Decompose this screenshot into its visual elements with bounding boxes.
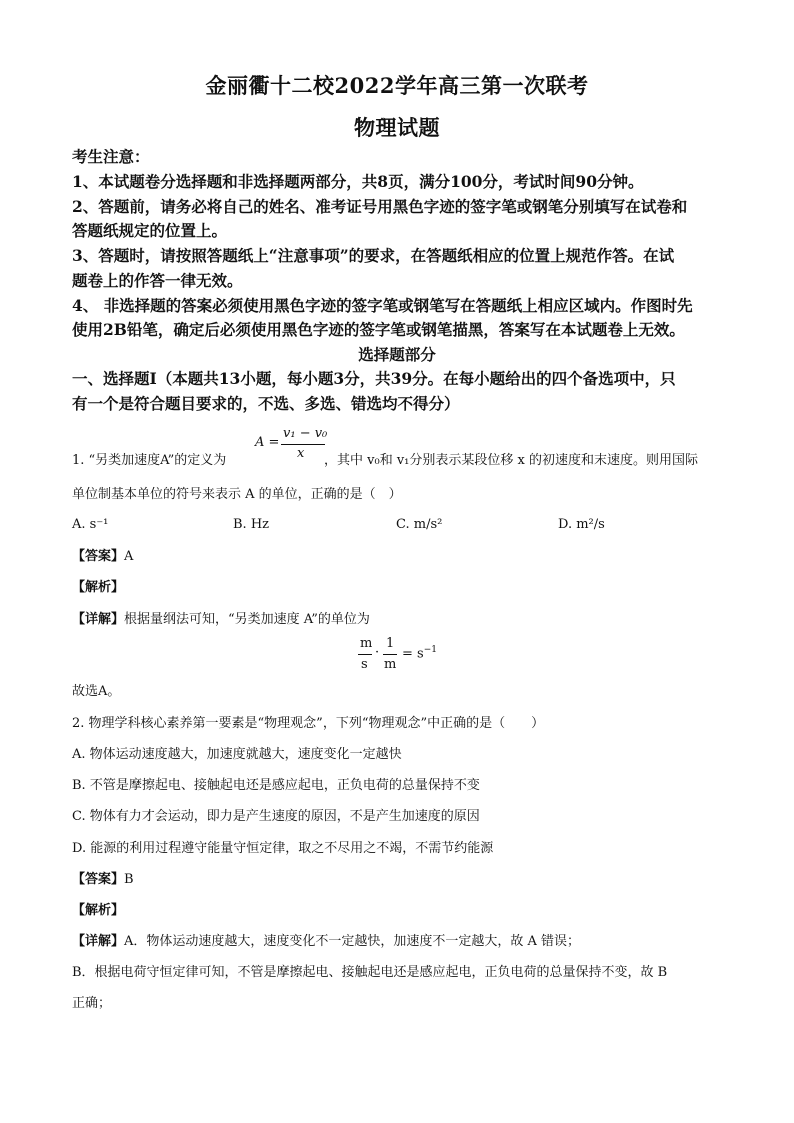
exam-title: 金丽衢十二校2022学年高三第一次联考	[205, 73, 589, 98]
q1-option-d: D. m²/s	[558, 517, 605, 532]
notice-item-1: 1、本试题卷分选择题和非选择题两部分，共8页，满分100分，考试时间90分钟。	[72, 172, 644, 191]
q1-eq-fraction-2-den: m	[384, 657, 397, 672]
notice-item-3-line-2: 题卷上的作答一律无效。	[72, 271, 243, 290]
notice-item-4-line-2: 使用2B铅笔，确定后必须使用黑色字迹的签字笔或钢笔描黑，答案写在本试题卷上无效。	[72, 320, 685, 339]
q1-eq-fraction-1-num: m	[360, 636, 373, 651]
section-heading-line-2: 有一个是符合题目要求的，不选、多选、错选均不得分）	[72, 394, 460, 413]
q2-analysis-tag	[72, 902, 124, 920]
section-heading-line-1: 一、选择题Ⅰ（本题共13小题，每小题3分，共39分。在每小题给出的四个备选项中，只	[72, 369, 676, 388]
q2-detail-text-1: A．物体运动速度越大，速度变化不一定越快，加速度不一定越大，故 A 错误；	[124, 934, 581, 949]
q1-option-c: C. m/s²	[396, 517, 443, 532]
q2-answer-value: B	[124, 872, 134, 887]
q2-option-c: C. 物体有力才会运动，即力是产生速度的原因，不是产生加速度的原因	[72, 809, 480, 824]
notice-heading: 考生注意：	[72, 147, 150, 166]
q1-analysis-tag	[72, 579, 124, 597]
q2-stem: 2. 物理学科核心素养第一要素是“物理观念”，下列“物理观念”中正确的是（ ）	[72, 716, 545, 731]
q1-detail	[72, 611, 370, 629]
q1-detail-text: 根据量纲法可知，“另类加速度 A”的单位为	[124, 612, 370, 627]
q1-analysis-label: 【解析】	[72, 580, 125, 595]
q1-unit-equation	[358, 636, 498, 676]
q2-option-b: B. 不管是摩擦起电、接触起电还是感应起电，正负电荷的总量保持不变	[72, 778, 480, 793]
q1-conclusion: 故选A。	[72, 684, 121, 699]
q1-option-b: B. Hz	[233, 517, 270, 532]
q1-eq-fraction-2-num: 1	[386, 636, 395, 651]
q1-formula-numerator: v₁ − v₀	[283, 426, 328, 441]
q1-formula	[255, 426, 328, 466]
q2-option-d: D. 能源的利用过程遵守能量守恒定律，取之不尽用之不竭，不需节约能源	[72, 841, 494, 856]
q2-analysis-label: 【解析】	[72, 903, 125, 918]
q1-answer-value: A	[124, 549, 134, 564]
q2-option-a: A. 物体运动速度越大，加速度就越大，速度变化一定越快	[72, 747, 402, 762]
notice-item-2-line-1: 2、答题前，请务必将自己的姓名、准考证号用黑色字迹的签字笔或钢笔分别填写在试卷和	[72, 197, 688, 216]
q1-eq-fraction-1-den: s	[361, 657, 368, 672]
q2-detail-line-1	[72, 933, 580, 951]
q1-option-a: A. s⁻¹	[72, 517, 109, 532]
q1-detail-tag: 【详解】	[72, 612, 125, 627]
section-label: 选择题部分	[358, 345, 436, 364]
notice-item-2-line-2: 答题纸规定的位置上。	[72, 221, 228, 240]
q2-detail-line-3: 正确；	[72, 996, 112, 1011]
q1-formula-bar	[281, 444, 325, 445]
notice-item-4-line-1: 4、 非选择题的答案必须使用黑色字迹的签字笔或钢笔写在答题纸上相应区域内。作图时先	[72, 296, 693, 315]
q2-answer-tag: 【答案】	[72, 872, 125, 887]
q1-stem-part-a: 1. “另类加速度A”的定义为	[72, 453, 227, 468]
exam-subtitle: 物理试题	[354, 115, 440, 140]
q1-eq-rhs	[402, 645, 437, 661]
q1-eq-rhs-base: = s	[402, 646, 424, 662]
q1-answer-tag: 【答案】	[72, 549, 125, 564]
notice-item-3-line-1: 3、答题时，请按照答题纸上“注意事项”的要求，在答题纸相应的位置上规范作答。在试	[72, 246, 675, 265]
q2-detail-tag: 【详解】	[72, 934, 125, 949]
q2-detail-line-2: B．根据电荷守恒定律可知，不管是摩擦起电、接触起电还是感应起电，正负电荷的总量保持不变，故 B	[72, 965, 668, 980]
q1-eq-dot: ·	[375, 645, 380, 660]
q1-eq-rhs-exponent: −1	[423, 645, 437, 655]
q1-eq-fraction-2-bar	[383, 654, 397, 655]
q1-formula-denominator: x	[297, 446, 305, 461]
q1-answer	[72, 548, 133, 566]
q1-stem-line-2: 单位制基本单位的符号来表示 A 的单位，正确的是（ ）	[72, 487, 402, 502]
q1-formula-lhs: A =	[255, 435, 280, 450]
q1-stem-part-b: ，其中 v₀和 v₁分别表示某段位移 x 的初速度和末速度。则用国际	[324, 453, 698, 468]
q1-eq-fraction-1-bar	[358, 654, 372, 655]
q2-answer	[72, 871, 134, 889]
